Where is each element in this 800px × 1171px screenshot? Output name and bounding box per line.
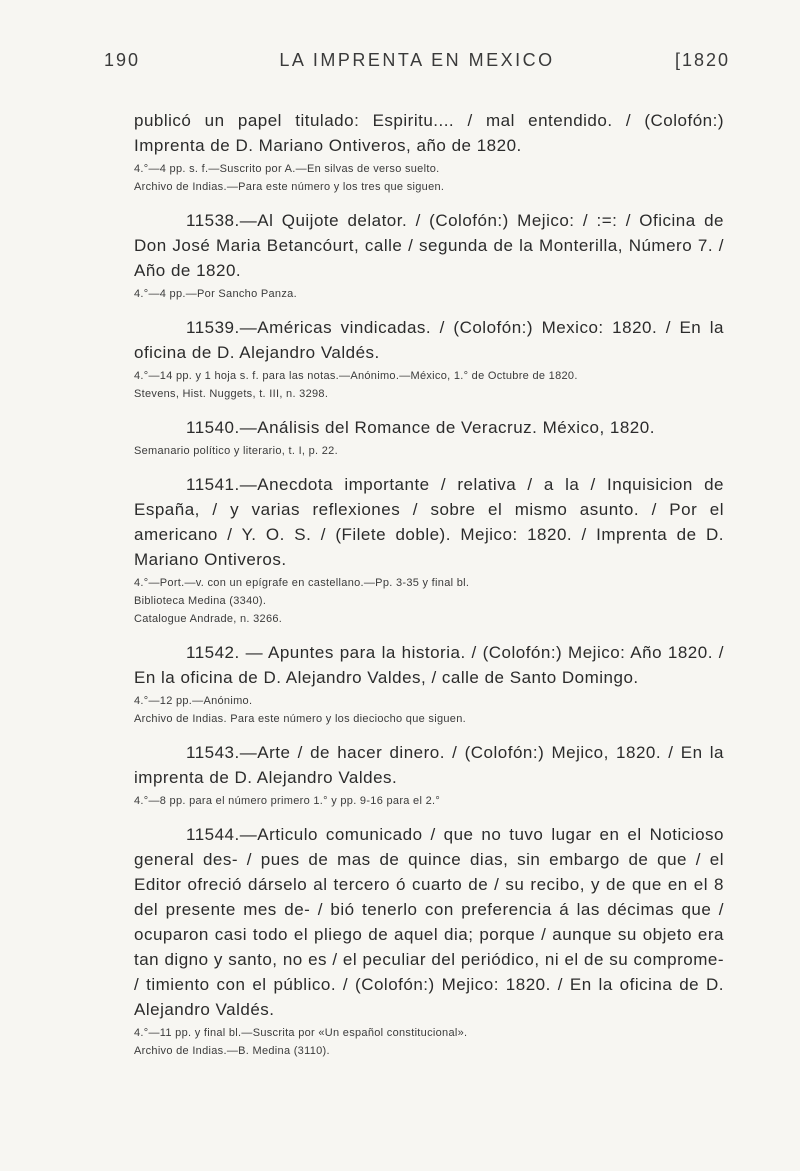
page-number: 190	[104, 50, 141, 70]
entry-text: 11542. — Apuntes para la historia. / (Colofón:) Mejico: Año 1820. / En la oficina de D. Alejandro Valdes, / calle de Santo Domingo.	[134, 643, 724, 687]
entry-note: Archivo de Indias.—Para este número y los tres que siguen.	[134, 181, 445, 193]
entry-note: 4.°—12 pp.—Anónimo.	[134, 695, 253, 707]
entry	[134, 108, 724, 196]
entry-note: Semanario político y literario, t. I, p. 22.	[134, 445, 338, 457]
entry	[134, 315, 724, 403]
entry-note: 4.°—Port.—v. con un epígrafe en castellano.—Pp. 3-35 y final bl.	[134, 577, 470, 589]
entry-note: Biblioteca Medina (3340).	[134, 595, 267, 607]
running-header	[104, 50, 730, 80]
entry	[134, 415, 724, 460]
entry-note: 4.°—14 pp. y 1 hoja s. f. para las notas.—Anónimo.—México, 1.° de Octubre de 1820.	[134, 370, 578, 382]
running-title: LA IMPRENTA EN MEXICO	[279, 50, 555, 70]
entry-text: 11540.—Análisis del Romance de Veracruz. México, 1820.	[186, 418, 655, 437]
entry	[134, 640, 724, 728]
entry	[134, 208, 724, 303]
entry-note: 4.°—4 pp. s. f.—Suscrito por A.—En silvas de verso suelto.	[134, 163, 440, 175]
entry-text: 11544.—Articulo comunicado / que no tuvo lugar en el Noticioso general des- / pues de mas de quince dias, sin embargo de que / el Editor ofreció dárselo al tercero ó cuarto de / su recibo, y de que en el 8 del presente mes de- / bió tenerlo con preferencia á las décimas que / ocuparon casi todo el pliego de aquel dia; porque / aunque su objeto era tan digno y santo, no es / el peculiar del periódico, ni el de su comprome- / timiento con el público. / (Colofón:) Mejico: 1820. / En la oficina de D. Alejandro Valdés.	[134, 825, 724, 1019]
entry	[134, 472, 724, 628]
entry-text: 11543.—Arte / de hacer dinero. / (Colofón:) Mejico, 1820. / En la imprenta de D. Alejandro Valdes.	[134, 743, 724, 787]
entry-text: 11538.—Al Quijote delator. / (Colofón:) Mejico: / :=: / Oficina de Don José Maria Betancóurt, calle / segunda de la Monterilla, Número 7. / Año de 1820.	[134, 211, 724, 280]
entry-note: Stevens, Hist. Nuggets, t. III, n. 3298.	[134, 388, 329, 400]
entry	[134, 822, 724, 1060]
entry-note: Archivo de Indias.—B. Medina (3110).	[134, 1045, 330, 1057]
entry-text: publicó un papel titulado: Espiritu.... / mal entendido. / (Colofón:) Imprenta de D. Mariano Ontiveros, año de 1820.	[134, 111, 724, 155]
entry	[134, 740, 724, 810]
entry-note: 4.°—11 pp. y final bl.—Suscrita por «Un español constitucional».	[134, 1027, 468, 1039]
entry-note: 4.°—4 pp.—Por Sancho Panza.	[134, 288, 297, 300]
entry-note: 4.°—8 pp. para el número primero 1.° y pp. 9-16 para el 2.°	[134, 795, 441, 807]
bibliography-entries	[134, 108, 724, 1072]
entry-text: 11539.—Américas vindicadas. / (Colofón:) Mexico: 1820. / En la oficina de D. Alejandro Valdés.	[134, 318, 724, 362]
header-year: [1820	[674, 50, 730, 70]
entry-text: 11541.—Anecdota importante / relativa / a la / Inquisicion de España, / y varias reflexiones / sobre el mismo asunto. / Por el americano / Y. O. S. / (Filete doble). Mejico: 1820. / Imprenta de D. Mariano Ontiveros.	[134, 475, 724, 569]
entry-note: Catalogue Andrade, n. 3266.	[134, 613, 283, 625]
entry-note: Archivo de Indias. Para este número y los dieciocho que siguen.	[134, 713, 466, 725]
